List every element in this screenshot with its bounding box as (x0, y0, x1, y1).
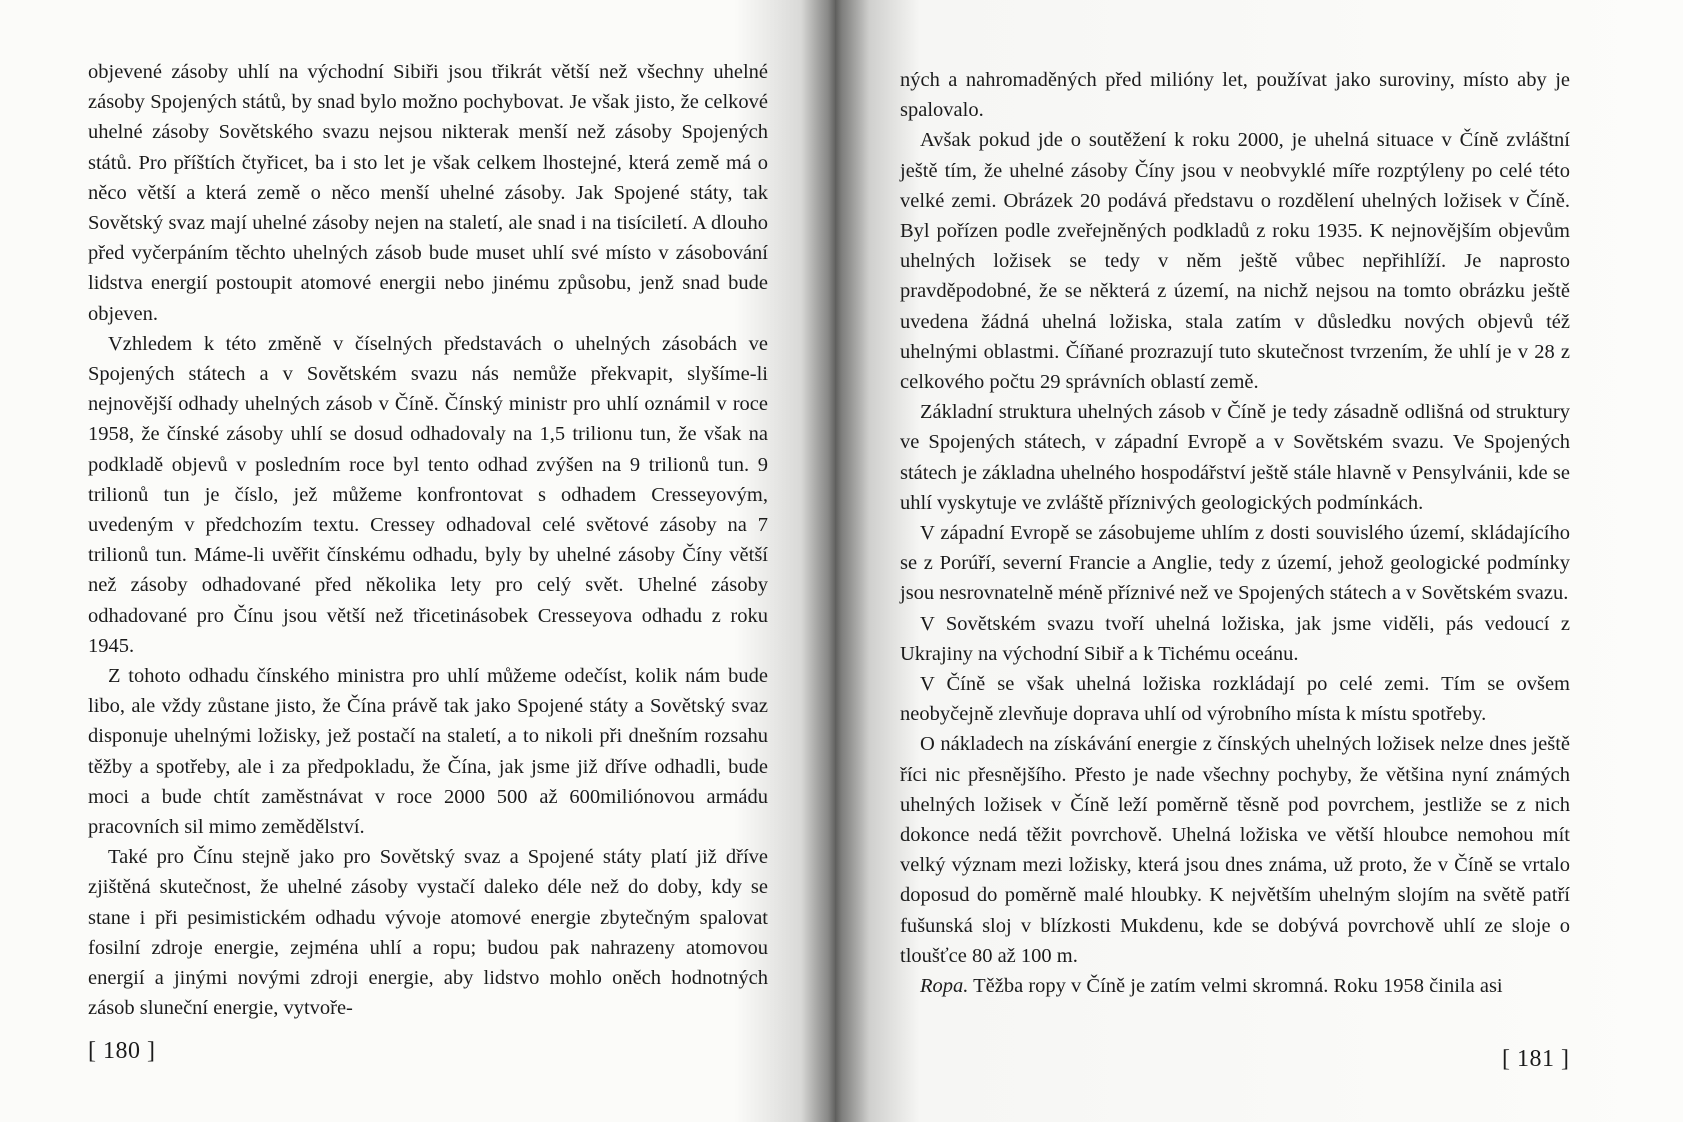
right-page-number: [ 181 ] (1502, 1046, 1570, 1072)
right-page-text (900, 65, 1570, 1001)
right-paragraph-3: Základní struktura uhelných zásob v Číně je tedy zásadně odlišná od struktury ve Spojených státech, v západní Evropě a v Sovětském svazu. Ve Spojených státech je základna uhelného hospodářství ještě stále hlavně v Pensylvánii, kde se uhlí vyskytuje ve zvláště příznivých geologických podmínkách. (900, 401, 1570, 514)
left-paragraph-1: objevené zásoby uhlí na východní Sibiři jsou třikrát větší než všechny uhelné zásoby Spojených států, by snad bylo možno pochybovat. Je však jisto, že celkové uhelné zásoby Sovětského svazu nejsou nikterak menší než zásoby Spojených států. Pro příštích čtyřicet, ba i sto let je však celkem lhostejné, která země má o něco větší a která země o něco menší uhelné zásoby. Jak Spojené státy, tak Sovětský svaz mají uhelné zásoby nejen na staletí, ale snad i na tisíciletí. A dlouho před vyčerpáním těchto uhelných zásob bude muset uhlí své místo v zásobování lidstva energií postoupit atomové energii nebo jinému způsobu, jenž snad bude objeven. (88, 61, 768, 325)
left-page (0, 0, 835, 1122)
left-page-text (88, 57, 768, 1024)
right-paragraph-8 (900, 971, 1570, 1001)
right-page (835, 0, 1683, 1122)
left-paragraph-4: Také pro Čínu stejně jako pro Sovětský svaz a Spojené státy platí již dříve zjištěná skutečnost, že uhelné zásoby vystačí daleko déle než do doby, kdy se stane i při pesimistickém odhadu vývoje atomové energie zbytečným spalovat fosilní zdroje energie, zejména uhlí a ropu; budou pak nahrazeny atomovou energií a jinými novými zdroji energie, aby lidstvo mohlo oněch hodnotných zásob sluneční energie, vytvoře- (88, 846, 768, 1020)
section-lead-ropa: Ropa. (920, 975, 969, 998)
right-paragraph-6: V Číně se však uhelná ložiska rozkládají po celé zemi. Tím se ovšem neobyčejně zlevňuje doprava uhlí od výrobního místa k místu spotřeby. (900, 673, 1570, 726)
right-paragraph-7: O nákladech na získávání energie z čínských uhelných ložisek nelze dnes ještě říci nic přesnějšího. Přesto je nade všechny pochyby, že většina nyní známých uhelných ložisek v Číně leží poměrně těsně pod povrchem, jestliže se z nich dokonce nedá těžit povrchově. Uhelná ložiska ve větší hloubce nemohou mít velký význam mezi ložisky, která jsou dnes známa, už proto, že v Číně se vrtalo doposud do poměrně malé hloubky. K největším uhelným slojím na světě patří fušunská sloj v blízkosti Mukdenu, kde se dobývá povrchově uhlí ze sloje o tloušťce 80 až 100 m. (900, 733, 1570, 967)
left-paragraph-3: Z tohoto odhadu čínského ministra pro uhlí můžeme odečíst, kolik nám bude libo, ale vždy zůstane jisto, že Čína právě tak jako Spojené státy a Sovětský svaz disponuje uhelnými ložisky, jež postačí na staletí, a to nikoli při dnešním rozsahu těžby a spotřeby, ale i za předpokladu, že Čína, jak jsme již dříve odhadli, bude moci a bude chtít zaměstnávat v roce 2000 500 až 600miliónovou armádu pracovních sil mimo zemědělství. (88, 665, 768, 839)
right-paragraph-4: V západní Evropě se zásobujeme uhlím z dosti souvislého území, skládajícího se z Porúří, severní Francie a Anglie, tedy z území, jehož geologické podmínky jsou nesrovnatelně méně příznivé než ve Spojených státech a v Sovětském svazu. (900, 522, 1570, 605)
left-paragraph-2: Vzhledem k této změně v číselných představách o uhelných zásobách ve Spojených státech a v Sovětském svazu nás nemůže překvapit, slyšíme-li nejnovější odhady uhelných zásob v Číně. Čínský ministr pro uhlí oznámil v roce 1958, že čínské zásoby uhlí se dosud odhadovaly na 1,5 trilionu tun, že však na podkladě objevů v posledním roce byl tento odhad zvýšen na 9 trilionů tun. 9 trilionů tun je číslo, jež můžeme konfrontovat s odhadem Cresseyovým, uvedeným v předchozím textu. Cressey odhadoval celé světové zásoby na 7 trilionů tun. Máme-li uvěřit čínskému odhadu, byly by uhelné zásoby Číny větší než zásoby odhadované před několika lety pro celý svět. Uhelné zásoby odhadované pro Čínu jsou větší než třicetinásobek Cresseyova odhadu z roku 1945. (88, 332, 768, 657)
right-paragraph-5: V Sovětském svazu tvoří uhelná ložiska, jak jsme viděli, pás vedoucí z Ukrajiny na východní Sibiř a k Tichému oceánu. (900, 612, 1570, 665)
left-page-number: [ 180 ] (88, 1038, 156, 1064)
right-paragraph-1: ných a nahromaděných před milióny let, používat jako suroviny, místo aby je spalovalo. (900, 69, 1570, 122)
right-paragraph-2: Avšak pokud jde o soutěžení k roku 2000, je uhelná situace v Číně zvláštní ještě tím, že uhelné zásoby Číny jsou v neobvyklé míře rozptýleny po celé této velké zemi. Obrázek 20 podává představu o rozdělení uhelných ložisek v Číně. Byl pořízen podle zveřejněných podkladů z roku 1935. K nejnovějším objevům uhelných ložisek se tedy v něm ještě vůbec nepřihlíží. Je naprosto pravděpodobné, že se některá z území, na nichž nejsou na tomto obrázku ještě uvedena žádná uhelná ložiska, stala zatím v důsledku nových objevů též uhelnými oblastmi. Číňané prozrazují tuto skutečnost tvrzením, že uhlí je v 28 z celkového počtu 29 správních oblastí země. (900, 129, 1570, 394)
section-text-ropa: Těžba ropy v Číně je zatím velmi skromná. Roku 1958 činila asi (968, 975, 1503, 998)
